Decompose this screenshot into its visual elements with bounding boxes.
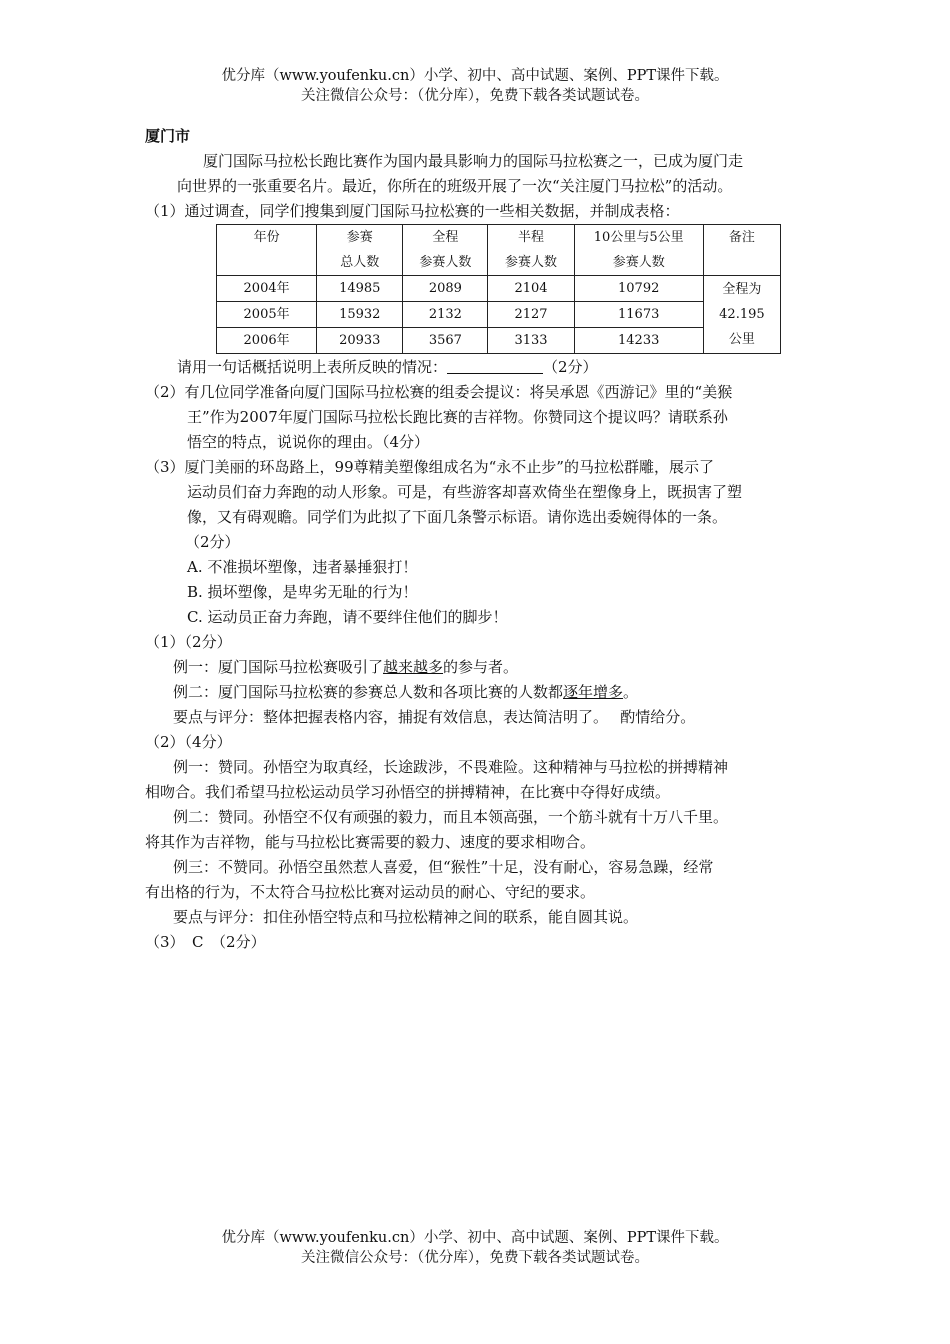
page-header (0, 66, 950, 106)
answer-2-example-1-line-2: 相吻合。我们希望马拉松运动员学习孙悟空的拼搏精神，在比赛中夺得好成绩。 (145, 783, 671, 801)
header-note: 备注 (703, 225, 780, 276)
table-row (217, 276, 781, 302)
table-cell: 2004年 (217, 276, 317, 302)
answer-2-example-3-line-2: 有出格的行为，不太符合马拉松比赛对运动员的耐心、守纪的要求。 (145, 883, 596, 901)
question-2-line-3: 悟空的特点，说说你的理由。（4分） (187, 433, 430, 451)
table-cell: 2089 (403, 276, 488, 302)
header-half: 半程 参赛人数 (488, 225, 574, 276)
answer-2-scoring: 要点与评分：扣住孙悟空特点和马拉松精神之间的联系，能自圆其说。 (173, 908, 639, 926)
question-1-prompt: 请用一句话概括说明上表所反映的情况： （2分） (177, 358, 598, 376)
table-cell: 15932 (317, 302, 403, 328)
intro-line-2: 向世界的一张重要名片。最近，你所在的班级开展了一次“关注厦门马拉松”的活动。 (177, 177, 733, 195)
header-year: 年份 (217, 225, 317, 276)
header-10k-5k: 10公里与5公里 参赛人数 (574, 225, 703, 276)
answer-2-example-2-line-1: 例二：赞同。孙悟空不仅有顽强的毅力，而且本领高强，一个筋斗就有十万八千里。 (173, 808, 729, 826)
table-cell: 2104 (488, 276, 574, 302)
question-1-stem: （1）通过调查，同学们搜集到厦门国际马拉松赛的一些相关数据，并制成表格： (145, 202, 680, 220)
table-cell: 14985 (317, 276, 403, 302)
answer-3: （3） C （2分） (145, 933, 266, 951)
question-3-line-1: （3）厦门美丽的环岛路上，99尊精美塑像组成名为“永不止步”的马拉松群雕，展示了 (145, 458, 714, 476)
answer-1-label: （1）（2分） (145, 633, 232, 651)
document-body (145, 124, 810, 955)
header-full: 全程 参赛人数 (403, 225, 488, 276)
note-cell: 全程为 42.195 公里 (703, 276, 780, 354)
intro-line-1: 厦门国际马拉松长跑比赛作为国内最具影响力的国际马拉松赛之一，已成为厦门走 (203, 152, 744, 170)
answer-1-example-2: 例二：厦门国际马拉松赛的参赛总人数和各项比赛的人数都逐年增多。 (173, 683, 639, 701)
answer-1-example-1: 例一：厦门国际马拉松赛吸引了越来越多的参与者。 (173, 658, 519, 676)
question-3-line-3: 像，又有碍观瞻。同学们为此拟了下面几条警示标语。请你选出委婉得体的一条。 (187, 508, 728, 526)
header-line-1: 优分库（www.youfenku.cn）小学、初中、高中试题、案例、PPT课件下载。 (221, 68, 729, 84)
answer-2-example-1-line-1: 例一：赞同。孙悟空为取真经，长途跋涉，不畏难险。这种精神与马拉松的拼搏精神 (173, 758, 729, 776)
table-cell: 3133 (488, 328, 574, 354)
table-row (217, 302, 781, 328)
answer-2-label: （2）（4分） (145, 733, 232, 751)
option-b: B. 损坏塑像，是卑劣无耻的行为！ (187, 583, 418, 601)
table-cell: 10792 (574, 276, 703, 302)
footer-line-1: 优分库（www.youfenku.cn）小学、初中、高中试题、案例、PPT课件下载。 (221, 1230, 729, 1246)
table-row (217, 328, 781, 354)
table-cell: 2132 (403, 302, 488, 328)
question-3-line-2: 运动员们奋力奔跑的动人形象。可是，有些游客却喜欢倚坐在塑像身上，既损害了塑 (187, 483, 743, 501)
question-2-line-1: （2）有几位同学准备向厦门国际马拉松赛的组委会提议：将吴承恩《西游记》里的“美猴 (145, 383, 733, 401)
answer-2-example-3-line-1: 例三：不赞同。孙悟空虽然惹人喜爱，但“猴性”十足，没有耐心，容易急躁，经常 (173, 858, 714, 876)
table-cell: 11673 (574, 302, 703, 328)
footer-line-2: 关注微信公众号：（优分库），免费下载各类试题试卷。 (301, 1250, 649, 1266)
header-line-2: 关注微信公众号：（优分库），免费下载各类试题试卷。 (301, 88, 649, 104)
answer-1-scoring: 要点与评分：整体把握表格内容，捕捉有效信息，表达简洁明了。 酌情给分。 (173, 708, 696, 726)
option-a: A. 不准损坏塑像，违者暴捶狠打！ (187, 558, 418, 576)
page-footer (0, 1228, 950, 1268)
table-cell: 3567 (403, 328, 488, 354)
answer-2-example-2-line-2: 将其作为吉祥物，能与马拉松比赛需要的毅力、速度的要求相吻合。 (145, 833, 596, 851)
question-2-line-2: 王”作为2007年厦门国际马拉松长跑比赛的吉祥物。你赞同这个提议吗？请联系孙 (187, 408, 728, 426)
question-3-line-4: （2分） (185, 533, 240, 551)
table-cell: 20933 (317, 328, 403, 354)
city-heading: 厦门市 (145, 127, 191, 145)
answer-blank[interactable] (447, 356, 543, 374)
table-header-row (217, 225, 781, 276)
table-cell: 2006年 (217, 328, 317, 354)
header-total: 参赛 总人数 (317, 225, 403, 276)
table-cell: 2127 (488, 302, 574, 328)
marathon-data-table (216, 224, 781, 354)
table-cell: 14233 (574, 328, 703, 354)
table-cell: 2005年 (217, 302, 317, 328)
option-c: C. 运动员正奋力奔跑，请不要绊住他们的脚步！ (187, 608, 508, 626)
